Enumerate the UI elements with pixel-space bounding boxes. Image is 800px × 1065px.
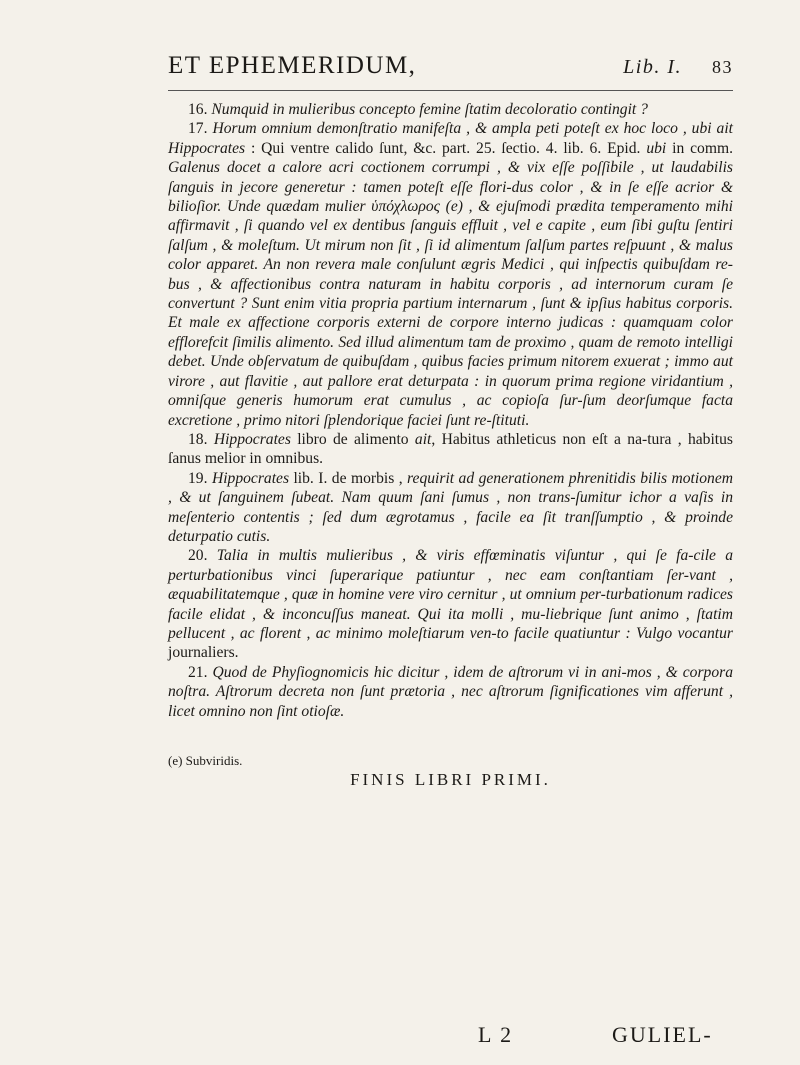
text-run: in comm.	[666, 139, 733, 157]
page-number: 83	[712, 57, 733, 77]
paragraph-number: 16.	[188, 101, 212, 118]
paragraph	[168, 469, 733, 547]
catchword: GULIEL-	[612, 1022, 713, 1047]
paragraph-number: 17.	[188, 120, 213, 138]
text-run: lib. I. de morbis ,	[289, 469, 408, 487]
paragraph	[168, 119, 733, 430]
paragraph	[168, 546, 733, 662]
text-run: libro de alimento	[290, 430, 415, 448]
text-run: journaliers.	[168, 644, 239, 662]
text-run: Galenus docet a calore acri coctionem corrumpi , & vix eſſe poſſibile , ut laudabilis ſanguis in jecore generetur : tamen poteſt eſſe flori-dus color , & in ſe eſſe acrior & bilioſior. Unde quædam mulier ὑπόχλωρος (e) , & ejuſmodi prædita temperamento mihi affirmavit , ſi quando vel ex dentibus ſanguis effluit , vel e capite , eum ſibi guſtu ſentiri ſalſum , & moleſtum. Ut mirum non ſit , ſi id alimentum ſalſum partes reſpuunt , & malus color apparet. An non revera male conſulunt ægris Medici , qui inſpectis quibuſdam re-bus , & affectionibus contra naturam in habitu corporis , ad internorum curam ſe convertunt ? Sunt enim vitia propria partium internarum , ſunt & ipſius habitus corporis. Et male ex affectione corporis externi de corpore interno judicas : quamquam color efflorefcit ſimilis alimento. Sed illud alimentum tam de proximo , quam de remoto intelligi debet. Unde obſervatum de quibuſdam , quibus facies primum nitorem exuerat ; immo aut virore , aut flavitie , aut pallore erat deturpata : in quorum prima regione viridantium , omniſque generis humorum erat cumulus , ac copioſa ſur-ſum deorſumque facta excretione , primo nitori ſplendorique faciei ſunt re-ſtituti.	[168, 159, 733, 429]
body-text	[168, 100, 733, 721]
header-rule	[168, 90, 733, 91]
paragraph-number: 21.	[188, 663, 213, 681]
running-header	[168, 52, 733, 80]
header-book: Lib. I.	[623, 56, 682, 78]
text-run: Hippocrates	[211, 469, 290, 487]
text-run: Numquid in mulieribus concepto femine ſtatim decoloratio contingit ?	[211, 101, 648, 118]
paragraph-number: 19.	[188, 469, 212, 487]
paragraph	[168, 663, 733, 721]
text-run: Quod de Phyſiognomicis hic dicitur , idem de aſtrorum vi in ani-mos , & corpora noſtra. Aſtrorum decreta non ſunt prætoria , nec aſtrorum ſignificationes vim afferunt , licet omnino non ſint otioſæ.	[168, 663, 734, 720]
text-run: , Habitus athleticus non eſt a na-tura , habitus ſanus melior in omnibus.	[168, 430, 734, 468]
text-run: requirit ad generationem phrenitidis bilis motionem , & ut ſanguinem ſubeat. Nam quum ſani ſumus , non trans-ſumitur ichor a vaſis in meſenterio contentis ; ſed dum ægrotamus , facile ea ſit tranſſumptio , & proinde deturpatio cutis.	[168, 469, 733, 545]
text-run: Horum omnium demonſtratio manifeſta , & ampla peti poteſt ex hoc loco , ubi ait Hippocrates	[168, 120, 733, 157]
signature-mark: L 2	[478, 1022, 514, 1047]
text-run: Talia in multis mulieribus , & viris effœminatis viſuntur , qui ſe fa-cile a perturbationibus vinci ſuperarique patiuntur , nec eam conſtantiam ſer-vant , æquabilitatemque , quæ in homine vere viro cernitur , ut omnium per-turbationum radices facile elidat , & inconcuſſus maneat. Qui ita molli , mu-liebrique ſunt animo , ſtatim pellucent , ac florent , ac minimo moleſtiarum ven-to facile quatiuntur : Vulgo vocantur	[168, 547, 733, 642]
paragraph	[168, 430, 733, 469]
text-run: ubi	[646, 139, 667, 157]
paragraph	[168, 100, 733, 119]
text-run: : Qui ventre calido ſunt, &c. part. 25. ſectio. 4. lib. 6. Epid.	[245, 139, 647, 157]
text-run: Hippocrates	[213, 430, 291, 448]
paragraph-number: 18.	[188, 430, 214, 448]
header-title: ET EPHEMERIDUM,	[168, 52, 417, 79]
text-run: ait	[414, 430, 432, 448]
finis-line: FINIS LIBRI PRIMI.	[350, 770, 551, 789]
footnote: (e) Subviridis.	[168, 753, 243, 768]
paragraph-number: 20.	[188, 547, 217, 565]
